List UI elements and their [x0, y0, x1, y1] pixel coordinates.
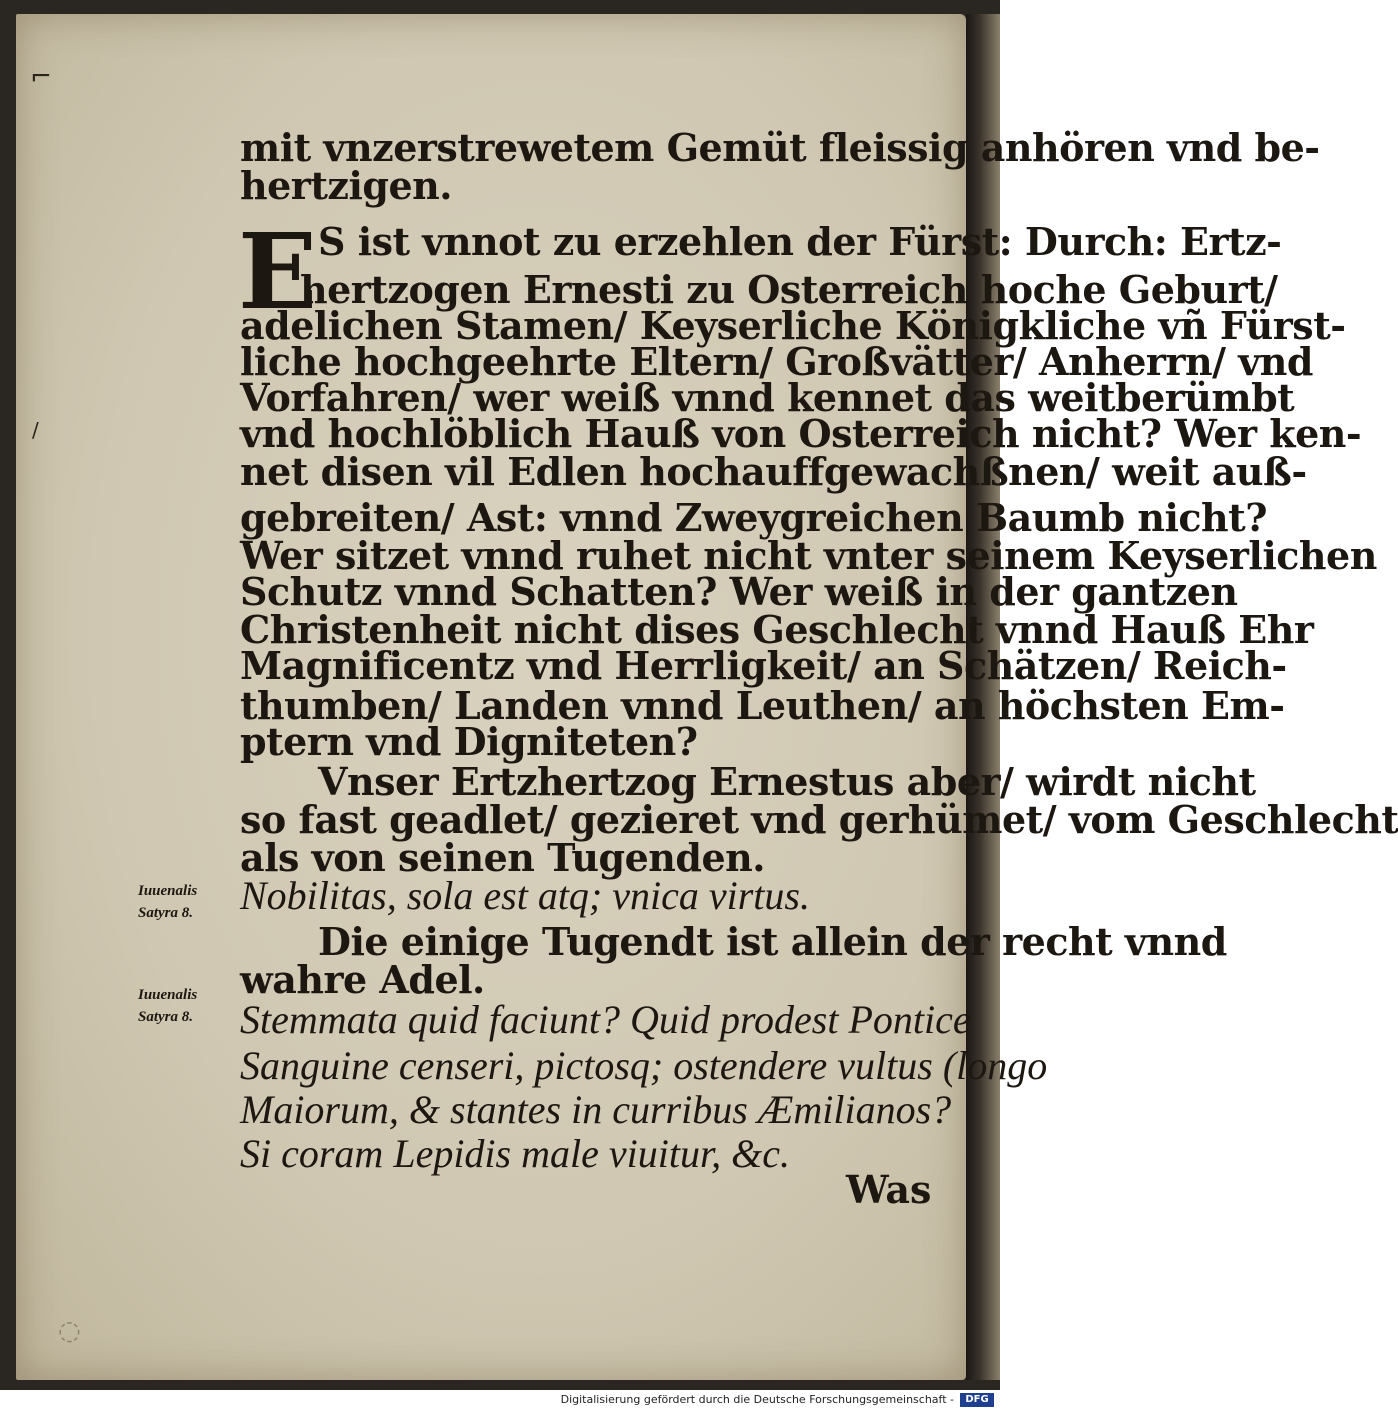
text-line: Wer sitzet vnnd ruhet nicht vnter seinem Keyserlichen: [240, 533, 1377, 578]
margin-note-reference: Satyra 8.: [138, 905, 194, 921]
text-line: liche hochgeehrte Eltern/ Großvätter/ Anherrn/ vnd: [240, 339, 1313, 384]
text-line: vnd hochlöblich Hauß von Osterreich nicht? Wer ken-: [240, 411, 1362, 456]
text-line-content: ist vnnot zu erzehlen der Fürst: Durch: Ertz-: [357, 219, 1282, 264]
text-line: Schutz vnnd Schatten? Wer weiß in der gantzen: [240, 569, 1238, 614]
text-line: gebreiten/ Ast: vnnd Zweygreichen Baumb nicht?: [240, 495, 1267, 540]
latin-quote: Maiorum, & stantes in curribus Æmilianos?: [240, 1087, 952, 1132]
text-line: thumben/ Landen vnnd Leuthen/ an höchsten Em-: [240, 683, 1285, 728]
dfg-logo-icon[interactable]: DFG: [960, 1393, 994, 1407]
margin-note-author: Iuuenalis: [138, 987, 198, 1003]
latin-quote: Stemmata quid faciunt? Quid prodest Pontice: [240, 997, 971, 1042]
latin-quote: Nobilitas, sola est atq; vnica virtus.: [240, 873, 810, 918]
pencil-mark: /: [32, 418, 39, 442]
text-line: als von seinen Tugenden.: [240, 835, 766, 880]
text-line: Vnser Ertzhertzog Ernestus aber/ wirdt nicht: [318, 759, 1256, 804]
text-line: Magnificentz vnd Herrligkeit/ an Schätzen/ Reich-: [240, 643, 1287, 688]
text-line: wahre Adel.: [240, 957, 485, 1002]
footer-bar: [0, 1390, 1000, 1411]
margin-note: [138, 984, 197, 1028]
drop-cap: E: [238, 210, 318, 333]
margin-note: [138, 880, 197, 924]
margin-note-reference: Satyra 8.: [138, 1009, 194, 1025]
text-line: hertzigen.: [240, 163, 452, 208]
text-line: adelichen Stamen/ Keyserliche Königkliche vñ Fürst-: [240, 303, 1346, 348]
text-line: Christenheit nicht dises Geschlecht vnnd Hauß Ehr: [240, 607, 1314, 652]
latin-quote: Si coram Lepidis male viuitur, &c.: [240, 1131, 790, 1176]
dropcap-continuation: S: [318, 219, 345, 264]
text-line: hertzogen Ernesti zu Osterreich hoche Geburt/: [300, 267, 1278, 312]
pencil-mark: ⌐: [30, 62, 52, 92]
margin-note-author: Iuuenalis: [138, 883, 198, 899]
text-line: ptern vnd Digniteten?: [240, 719, 698, 764]
text-line: Vorfahren/ wer weiß vnnd kennet das weitberümbt: [240, 375, 1295, 420]
text-line: net disen vil Edlen hochauffgewachßnen/ weit auß-: [240, 449, 1307, 494]
text-line: mit vnzerstrewetem Gemüt fleissig anhören vnd be-: [240, 125, 1320, 170]
text-line: Die einige Tugendt ist allein der recht vnnd: [318, 919, 1227, 964]
page-stain: ◌: [58, 1316, 81, 1346]
text-line: [318, 218, 1281, 266]
text-line: so fast geadlet/ gezieret vnd gerhümet/ vom Geschlecht: [240, 797, 1398, 842]
footer-credit: Digitalisierung gefördert durch die Deutsche Forschungsgemeinschaft -: [560, 1393, 954, 1406]
latin-quote: Sanguine censeri, pictosq; ostendere vultus (longo: [240, 1043, 1048, 1088]
catchword: Was: [846, 1167, 932, 1212]
